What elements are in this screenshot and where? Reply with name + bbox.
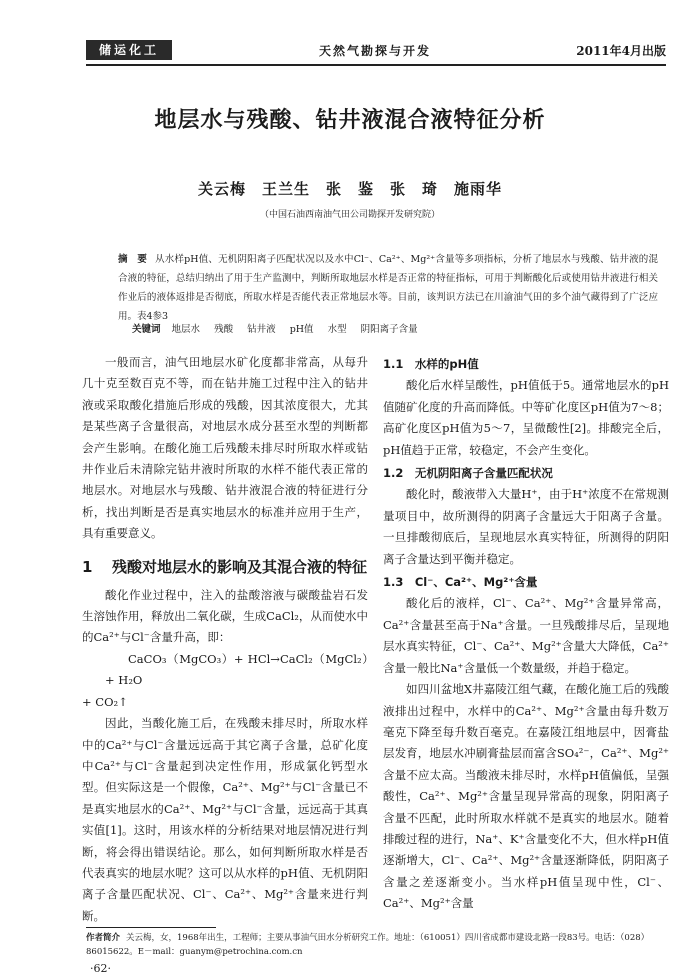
section-1-number: 1	[82, 557, 93, 576]
keyword: 阴阳离子含量	[360, 324, 418, 335]
affiliation: （中国石油西南油气田公司勘探开发研究院）	[259, 210, 440, 220]
subsection-1-3-heading: 1.3 Cl⁻、Ca²⁺、Mg²⁺含量	[383, 575, 538, 590]
keyword: 钻井液	[247, 324, 276, 335]
keyword: pH值	[289, 324, 314, 335]
author-list: 关云梅 王兰生 张 鉴 张 琦 施雨华	[197, 180, 502, 198]
abstract-text: 从水样pH值、无机阴阳离子匹配状况以及水中Cl⁻、Ca²⁺、Mg²⁺含量等多项指标，分析了地层水与残酸、钻井液的混合液的特征，总结归纳出了用于生产监测中，判断所取地层水样是否正常的特征指标，可用于判断酸化后或使用钻井液进行相关作业后的液体返排是否彻底，所取水样是否能代表正常地层水等。目前，该判识方法已在川渝油气田的多个油气藏得到了广泛应用。表4参3	[118, 254, 658, 322]
keyword: 地层水	[171, 324, 201, 335]
section-badge: 储运化工	[86, 40, 172, 60]
section-1-heading	[82, 555, 368, 579]
section-1-title: 残酸对地层水的影响及其混合液的特征	[112, 557, 368, 576]
journal-name: 天然气勘探与开发	[319, 44, 432, 58]
intro-paragraph: 一般而言，油气田地层水矿化度都非常高，从每升几十克至数百克不等，而在钻井施工过程中注入的钻井液或采取酸化措施后形成的残酸，因其浓度很大，尤其是某些离子含量很高，对地层水成分甚至水型的判断都会产生影响。在酸化施工后残酸未排尽时所取水样或钻井作业后未清除完钻井液时所取的水样不能代表正常的地层水。对地层水与残酸、钻井液混合液的特征进行分析，找出判断是否是真实地层水的标准并应用于生产，具有重要意义。	[82, 355, 368, 541]
right-column	[383, 352, 669, 915]
author-footnote	[86, 931, 676, 959]
left-column	[82, 352, 368, 927]
body-paragraph: 酸化后的液样，Cl⁻、Ca²⁺、Mg²⁺含量异常高，Ca²⁺含量甚至高于Na⁺含量。一旦残酸排尽后，呈现地层水真实特征，Cl⁻、Ca²⁺、Mg²⁺含量大大降低，Ca²⁺含量一般比Na⁺含量低一个数量级，并趋于稳定。	[383, 596, 669, 675]
keyword: 水型	[327, 324, 347, 335]
header-rule	[86, 64, 666, 66]
page-number: ·62·	[90, 962, 111, 975]
body-paragraph: 酸化后水样呈酸性，pH值低于5。通常地层水的pH值随矿化度的升高而降低。中等矿化度区pH值为7～8；高矿化度区pH值为5～7，呈微酸性[2]。排酸完全后，pH值趋于正常，较稳定，不会产生变化。	[383, 378, 669, 457]
equation-continuation: + CO₂↑	[82, 694, 128, 709]
keywords	[132, 321, 429, 335]
footnote-rule	[86, 927, 216, 928]
keywords-label: 关键词	[132, 324, 161, 335]
body-paragraph: 酸化作业过程中，注入的盐酸溶液与碳酸盐岩石发生溶蚀作用，释放出二氧化碳，生成CaCl₂，从而使水中的Ca²⁺与Cl⁻含量升高，即：	[82, 587, 368, 645]
subsection-1-1-heading: 1.1 水样的pH值	[383, 357, 479, 371]
paper-title: 地层水与残酸、钻井液混合液特征分析	[154, 108, 546, 133]
body-paragraph: 因此，当酸化施工后，在残酸未排尽时，所取水样中的Ca²⁺与Cl⁻含量远远高于其它离子含量，总矿化度中Ca²⁺与Cl⁻含量起到决定性作用，形成氯化钙型水型。但实际这是一个假像，Ca²⁺、Mg²⁺与Cl⁻含量已不是真实地层水的Ca²⁺、Mg²⁺与Cl⁻含量，远远高于其真实值[1]。这时，用该水样的分析结果对地层情况进行判断，将会得出错误结论。那么，如何判断所取水样是否代表真实的地层水呢？这可以从水样的pH值、无机阴阳离子含量匹配状况、Cl⁻、Ca²⁺、Mg²⁺含量来进行判断。	[82, 716, 368, 923]
footnote-text: 关云梅，女，1968年出生，工程师；主要从事油气田水分析研究工作。地址：（610051）四川省成都市建设北路一段83号。电话：（028）86015622。E－mail：guanym@petrochina.com.cn	[86, 933, 650, 957]
body-paragraph: 如四川盆地X井嘉陵江组气藏，在酸化施工后的残酸液排出过程中，水样中的Ca²⁺、Mg²⁺含量由每升数万毫克下降至每升数百毫克。在嘉陵江组地层中，因膏盐层发育，地层水冲刷膏盐层而富含SO₄²⁻，Ca²⁺、Mg²⁺含量不应太高。当酸液未排尽时，水样pH值偏低，呈强酸性，Ca²⁺、Mg²⁺含量呈现异常高的现象，阴阳离子含量不匹配，此时所取水样就不是真实的地层水。随着排酸过程的进行，Na⁺、K⁺含量变化不大，但水样pH值逐渐增大，Cl⁻、Ca²⁺、Mg²⁺含量逐渐降低，阴阳离子含量之差逐渐变小。当水样pH值呈现中性，Cl⁻、Ca²⁺、Mg²⁺含量	[383, 682, 669, 911]
footnote-label: 作者简介	[86, 933, 121, 943]
subsection-1-2-heading: 1.2 无机阴阳离子含量匹配状况	[383, 466, 553, 481]
issue-date: 2011年4月出版	[576, 44, 666, 58]
abstract	[118, 250, 658, 326]
body-paragraph: 酸化时，酸液带入大量H⁺，由于H⁺浓度不在常规测量项目中，故所测得的阴离子含量远大于阳离子含量。一旦排酸彻底后，呈现地层水真实特征，所测得的阴阳离子含量达到平衡并稳定。	[383, 487, 669, 566]
abstract-label: 摘 要	[118, 254, 148, 265]
equation: CaCO₃（MgCO₃）+ HCl→CaCl₂（MgCl₂）+ H₂O	[105, 651, 368, 688]
running-header	[86, 40, 666, 62]
keyword: 残酸	[214, 324, 234, 335]
